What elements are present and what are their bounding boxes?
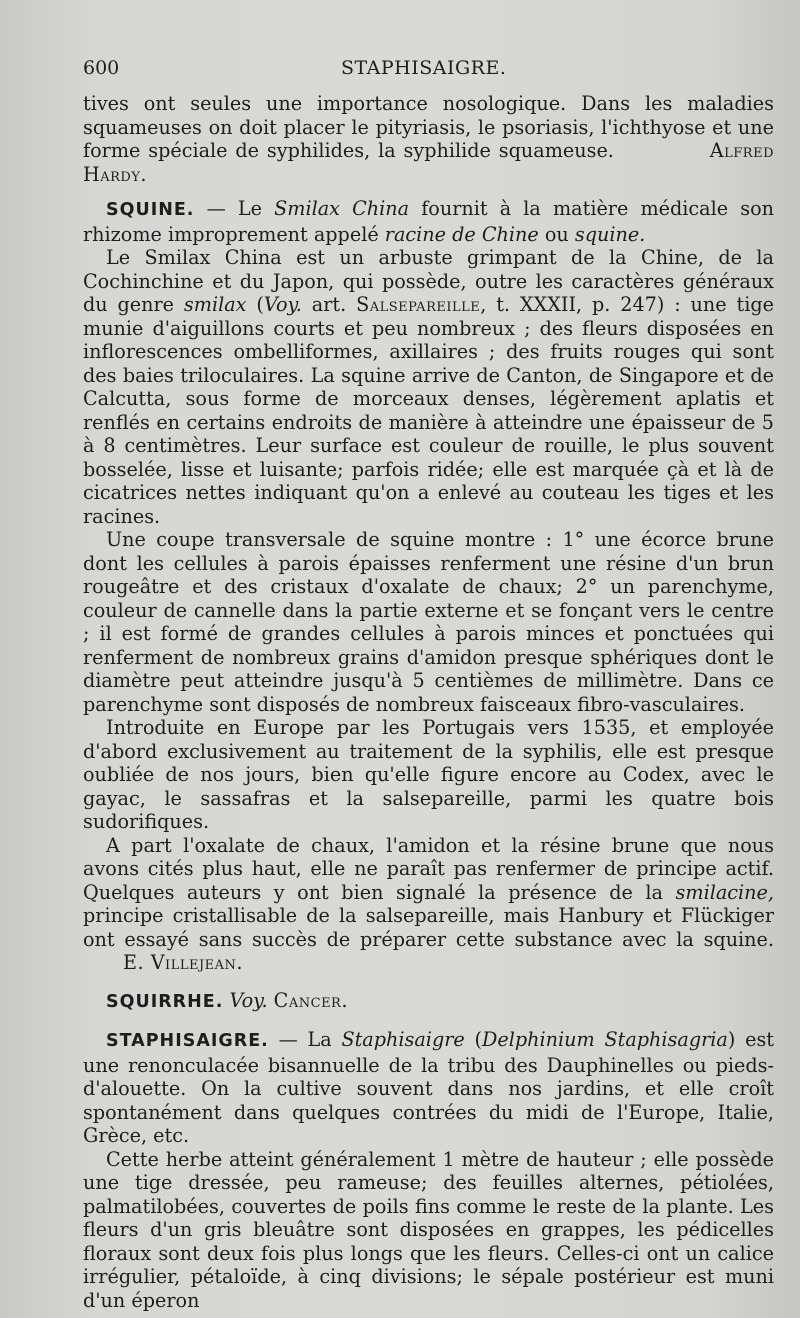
entry-staphisaigre: STAPHISAIGRE. — La Staphisaigre (Delphinium Staphisagria) est une renonculacée bisannuelle de la tribu des Dauphinelles ou pieds-d'alouette. On la cultive souvent dans nos jardins, et elle croît spontanément dans quelques contrées du midi de l'Europe, Italie, Grèce, etc.: [83, 1028, 775, 1147]
page-body: [83, 92, 774, 1312]
author-signature: E. Villejean.: [123, 951, 244, 974]
running-title: STAPHISAIGRE.: [341, 57, 507, 79]
staphisaigre-paragraph-1: Cette herbe atteint généralement 1 mètre de hauteur ; elle possède une tige dressée, peu rameuse; des feuilles alternes, pétiolées, palmatilobées, couvertes de poils fins comme le reste de la plante. Les fleurs d'un gris bleuâtre sont disposées en grappes, les pédicelles floraux sont deux fois plus longs que les fleurs. Celles-ci ont un calice irrégulier, pétaloïde, à cinq divisions; le sépale postérieur est muni d'un éperon: [83, 1147, 774, 1312]
squine-paragraph-3: Introduite en Europe par les Portugais vers 1535, et employée d'abord exclusivement au traitement de la syphilis, elle est presque oubliée de nos jours, bien qu'elle figure encore au Codex, avec le gayac, le sassafras et la salsepareille, parmi les quatre bois sudorifiques.: [83, 716, 774, 833]
cross-reference: Cancer.: [273, 988, 348, 1012]
headword-staphisaigre: STAPHISAIGRE.: [106, 1031, 269, 1051]
author-signature: Alfred Hardy.: [83, 139, 774, 186]
squine-paragraph-4: A part l'oxalate de chaux, l'amidon et la résine brune que nous avons cités plus haut, elle ne paraît pas renfermer de principe actif. Quelques auteurs y ont bien signalé la présence de la smilacine, principe cristallisable de la salsepareille, mais Hanbury et Flückiger ont essayé sans succès de préparer cette substance avec la squine. E. Villejean.: [83, 833, 774, 974]
headword-squine: SQUINE.: [106, 200, 195, 220]
page-number: 600: [83, 57, 120, 79]
continued-paragraph: tives ont seules une importance nosologique. Dans les maladies squameuses on doit placer le pityriasis, le psoriasis, l'ichthyose et une forme spéciale de syphilides, la syphilide squameuse. Alfred Hardy.: [83, 92, 774, 186]
page-header: [83, 57, 774, 83]
headword-squirrhe: SQUIRRHE.: [106, 991, 224, 1012]
squine-paragraph-1: Le Smilax China est un arbuste grimpant de la Chine, de la Cochinchine et du Japon, qui possède, outre les caractères généraux du genre smilax (Voy. art. Salsepareille, t. XXXII, p. 247) : une tige munie d'aiguillons courts et peu nombreux ; des fleurs disposées en inflorescences ombelliformes, axillaires ; des fruits rouges qui sont des baies triloculaires. La squine arrive de Canton, de Singapore et de Calcutta, sous forme de morceaux denses, légèrement aplatis et renflés en certains endroits de manière à atteindre une épaisseur de 5 à 8 centimètres. Leur surface est couleur de rouille, le plus souvent bosselée, lisse et luisante; parfois ridée; elle est marquée çà et là de cicatrices nettes indiquant qu'on a enlevé au couteau les tiges et les racines.: [83, 246, 774, 528]
squine-paragraph-2: Une coupe transversale de squine montre : 1° une écorce brune dont les cellules à parois épaisses renferment une résine d'un brun rougeâtre et des cristaux d'oxalate de chaux; 2° un parenchyme, couleur de cannelle dans la partie externe et se fonçant vers le centre ; il est formé de grandes cellules à parois minces et ponctuées qui renferment de nombreux grains d'amidon presque sphériques dont le diamètre peut atteindre jusqu'à 5 centièmes de millimètre. Dans ce parenchyme sont disposés de nombreux faisceaux fibro-vasculaires.: [83, 528, 774, 716]
entry-squine: SQUINE. — Le Smilax China fournit à la matière médicale son rhizome improprement appelé racine de Chine ou squine.: [83, 197, 774, 246]
entry-squirrhe: SQUIRRHE. Voy. Cancer.: [106, 988, 348, 1012]
